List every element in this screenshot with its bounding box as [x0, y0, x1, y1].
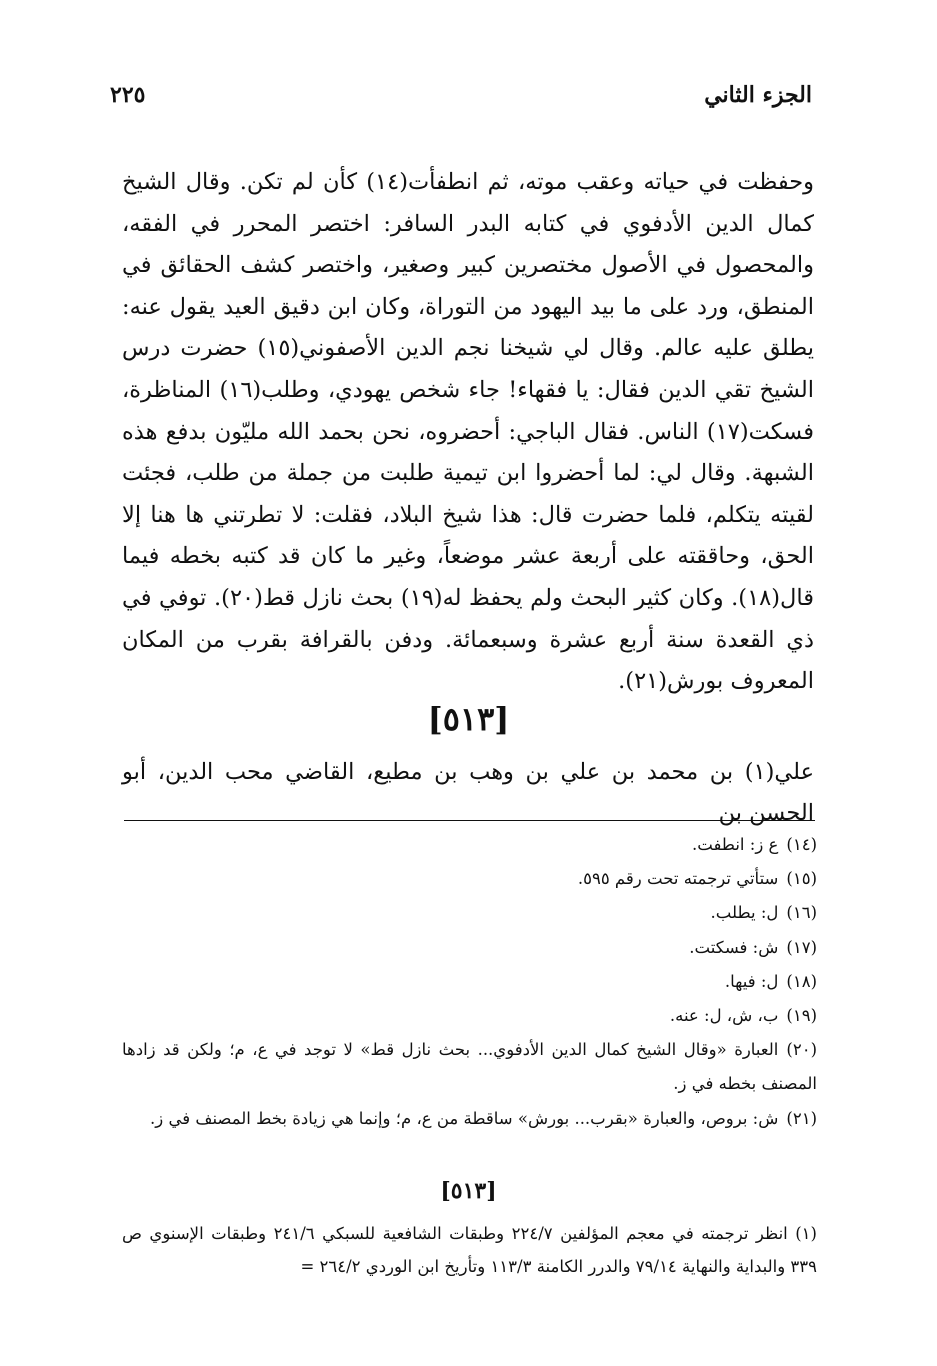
footnote-text: العبارة «وقال الشيخ كمال الدين الأدفوي... بحث نازل قط» لا توجد في ع، م؛ ولكن قد زادها المصنف بخطه في ز.	[122, 1040, 817, 1094]
footnote-number: (١٥)	[786, 869, 817, 889]
footnote-text: ل: يطلب.	[710, 903, 779, 923]
footnote-number: (٢١)	[786, 1108, 817, 1128]
footnote-text: ل: فيها.	[724, 971, 779, 991]
footnote-number: (١٦)	[786, 903, 817, 923]
footnote-number: (١٤)	[786, 835, 817, 854]
footnote-20	[122, 1033, 817, 1101]
footnote-text: ش: فسكتت.	[689, 937, 779, 957]
running-title: الجزء الثاني	[704, 82, 812, 108]
footnote-16	[122, 896, 817, 930]
footnote-number: (٢٠)	[786, 1040, 817, 1060]
footnote-number: (١٩)	[786, 1006, 817, 1026]
entry-footnotes-heading: [٥١٣]	[440, 1178, 497, 1204]
main-text	[122, 162, 814, 703]
footnote-15	[122, 862, 817, 896]
entry-footnotes	[122, 1217, 817, 1283]
footnote-18	[122, 965, 817, 999]
entry-footnote-1: (١) انظر ترجمته في معجم المؤلفين ٢٢٤/٧ وطبقات الشافعية للسبكي ٢٤١/٦ وطبقات الإسنوي ص ٣٣٩ والبداية والنهاية ٧٩/١٤ والدرر الكامنة ١١٣/٣ وتأريخ ابن الوردي ٢٦٤/٢ =	[122, 1224, 817, 1276]
page-number: ٢٢٥	[110, 82, 146, 108]
body-paragraph: وحفظت في حياته وعقب موته، ثم انطفأت(١٤) كأن لم تكن. وقال الشيخ كمال الدين الأدفوي في كتابه البدر السافر: اختصر المحرر في الفقه، والمحصول في الأصول مختصرين كبير وصغير، واختصر كشف الحقائق في المنطق، ورد على ما بيد اليهود من التوراة، وكان ابن دقيق العيد يقول عنه: يطلق عليه عالم. وقال لي شيخنا نجم الدين الأصفوني(١٥) حضرت درس الشيخ تقي الدين فقال: يا فقهاء! جاء شخص يهودي، وطلب(١٦) المناظرة، فسكت(١٧) الناس. فقال الباجي: أحضروه، نحن بحمد الله مليّون بدفع هذه الشبهة. وقال لي: لما أحضروا ابن تيمية طلبت من جملة من طلب، فجئت لقيته يتكلم، فلما حضرت قال: هذا شيخ البلاد، فقلت: لا تطرتني ها هنا إلا الحق، وحاققته على أربعة عشر موضعاً، وغير ما كان قد كتبه بخطه فيما قال(١٨). وكان كثير البحث ولم يحفظ له(١٩) بحث نازل قط(٢٠). توفي في ذي القعدة سنة أربع عشرة وسبعمائة. ودفن بالقرافة بقرب من المكان المعروف بورش(٢١).	[122, 169, 815, 695]
footnote-text: ب، ش، ل: عنه.	[669, 1006, 779, 1026]
entry-number: [٥١٣]	[427, 700, 510, 738]
footnote-text: ع ز: انطفت.	[692, 835, 779, 854]
footnotes-list	[122, 828, 817, 1136]
entry-first-line: علي(١) بن محمد بن علي بن وهب بن مطيع، القاضي محب الدين، أبو الحسن بن	[122, 759, 814, 826]
footnote-text: ستأتي ترجمته تحت رقم ٥٩٥.	[577, 869, 779, 889]
footnote-17	[122, 931, 817, 965]
footnote-19	[122, 999, 817, 1033]
footnote-21	[122, 1102, 817, 1136]
footnote-text: ش: بروص، والعبارة «بقرب... بورش» ساقطة من ع، م؛ وإنما هي زيادة بخط المصنف في ز.	[150, 1108, 779, 1128]
footnote-number: (١٧)	[786, 937, 817, 957]
footnote-number: (١٨)	[786, 971, 817, 991]
footnote-14	[122, 828, 817, 862]
page-header	[110, 82, 812, 122]
footnote-divider	[124, 820, 815, 821]
